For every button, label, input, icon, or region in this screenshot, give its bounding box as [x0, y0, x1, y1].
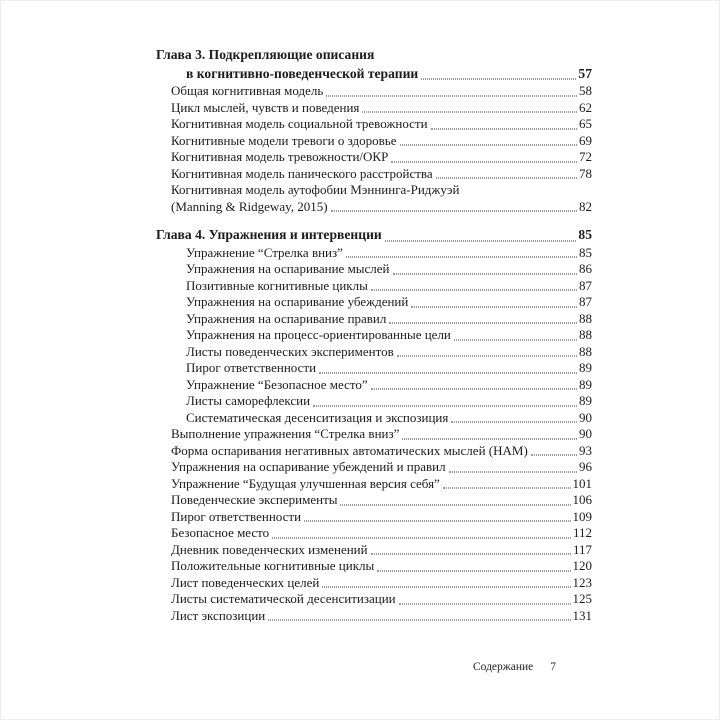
toc-page-number: 125: [572, 591, 592, 606]
dot-leader: [436, 162, 577, 179]
toc-section: [156, 46, 592, 215]
footer-page-number: 7: [550, 661, 556, 673]
toc-entry-label: Когнитивная модель социальной тревожности: [171, 116, 428, 131]
toc-entry-label: Когнитивные модели тревоги о здоровье: [171, 132, 397, 148]
toc-page-number: 90: [579, 426, 592, 441]
toc-page-number: 85: [578, 227, 592, 242]
toc-page-number: 87: [579, 294, 592, 309]
dot-leader: [322, 571, 570, 588]
toc-entry-label: Форма оспаривания негативных автоматических мыслей (НАМ): [171, 442, 528, 458]
toc-entry-label: Выполнение упражнения “Стрелка вниз”: [171, 426, 400, 441]
dot-leader: [449, 456, 577, 473]
dot-leader: [340, 489, 570, 506]
dot-leader: [385, 223, 577, 242]
toc-page-number: 90: [579, 409, 592, 425]
toc-page-number: 123: [572, 574, 592, 590]
toc-page-number: 72: [579, 149, 592, 164]
dot-leader: [402, 423, 577, 440]
dot-leader: [313, 390, 577, 407]
toc-content: [156, 46, 592, 624]
toc-entry-continued-label: (Manning & Ridgeway, 2015): [171, 198, 328, 214]
dot-leader: [400, 129, 578, 146]
dot-leader: [443, 472, 571, 489]
toc-entry-label: Позитивные когнитивные циклы: [186, 277, 368, 293]
toc-page-number: 120: [572, 558, 592, 573]
toc-entry-label: Безопасное место: [171, 525, 270, 540]
dot-leader: [421, 61, 576, 80]
toc-page-number: 112: [572, 525, 592, 540]
toc-page-number: 69: [579, 132, 592, 148]
toc-page-number: 89: [579, 393, 592, 408]
dot-leader: [371, 373, 577, 390]
dot-leader: [431, 113, 577, 130]
toc-entry-label: Упражнения на оспаривание мыслей: [186, 261, 390, 276]
toc-page-number: 85: [579, 244, 592, 260]
toc-page-number: 62: [579, 99, 592, 115]
footer-section-label: Содержание: [472, 661, 534, 673]
chapter-heading-label: Глава 3. Подкрепляющие описания: [156, 47, 375, 62]
dot-leader: [346, 241, 577, 258]
toc-page-number: 131: [572, 607, 592, 623]
dot-leader: [391, 146, 577, 163]
toc-entry: [156, 166, 592, 183]
toc-page-number: 87: [579, 277, 592, 293]
toc-page-number: 93: [579, 442, 592, 458]
toc-entry-label: Упражнения на оспаривание правил: [186, 310, 387, 326]
toc-entry-label: Лист экспозиции: [171, 607, 266, 623]
toc-entry-label: Пирог ответственности: [186, 360, 317, 375]
toc-page-number: 88: [579, 343, 592, 359]
toc-entry-label: Упражнение “Будущая улучшенная версия себя”: [171, 475, 440, 491]
dot-leader: [531, 439, 577, 456]
toc-page-number: 101: [572, 475, 592, 491]
toc-page-number: 88: [579, 310, 592, 326]
toc-entry-label: Когнитивная модель панического расстройства: [171, 165, 433, 181]
toc-entry-label: Лист поведенческих целей: [171, 574, 320, 590]
toc-entry-label: Пирог ответственности: [171, 508, 302, 524]
dot-leader: [411, 291, 577, 308]
chapter-heading-label: Глава 4. Упражнения и интервенции: [156, 227, 382, 242]
dot-leader: [326, 80, 577, 97]
toc-page-number: 88: [579, 327, 592, 342]
dot-leader: [397, 340, 577, 357]
toc-entry-continued: [156, 199, 592, 216]
toc-page-number: 78: [579, 165, 592, 181]
dot-leader: [371, 538, 571, 555]
toc-page-number: 86: [579, 261, 592, 276]
toc-entry-label: Упражнение “Стрелка вниз”: [186, 244, 343, 260]
toc-entry-label: Упражнения на оспаривание убеждений: [186, 294, 409, 309]
toc-page-number: 65: [579, 116, 592, 131]
toc-entry-label: Дневник поведенческих изменений: [171, 541, 368, 557]
toc-entry: [156, 426, 592, 443]
toc-entry-label: Листы саморефлексии: [186, 393, 311, 408]
toc-entry-label: Листы поведенческих экспериментов: [186, 343, 394, 359]
toc-page-number: 96: [579, 459, 592, 474]
dot-leader: [331, 195, 577, 212]
toc-page-number: 58: [579, 83, 592, 98]
dot-leader: [377, 555, 570, 572]
toc-page-number: 89: [579, 360, 592, 375]
toc-entry-label: Упражнения на оспаривание убеждений и правил: [171, 459, 446, 474]
toc-entry-label: Когнитивная модель аутофобии Мэннинга-Риджуэй: [171, 182, 460, 197]
chapter-heading-continued-label: в когнитивно-поведенческой терапии: [186, 65, 419, 81]
toc-section: [156, 226, 592, 624]
dot-leader: [362, 96, 577, 113]
dot-leader: [268, 604, 570, 621]
dot-leader: [393, 258, 577, 275]
toc-entry-label: Упражнение “Безопасное место”: [186, 376, 368, 392]
dot-leader: [304, 505, 570, 522]
toc-page-number: 106: [572, 492, 592, 507]
toc-page-number: 117: [572, 541, 592, 557]
dot-leader: [451, 406, 577, 423]
toc-entry: [156, 608, 592, 625]
toc-entry-label: Поведенческие эксперименты: [171, 492, 338, 507]
dot-leader: [454, 324, 577, 341]
toc-entry-label: Когнитивная модель тревожности/ОКР: [171, 149, 389, 164]
toc-page-number: 89: [579, 376, 592, 392]
dot-leader: [319, 357, 577, 374]
toc-page-number: 109: [572, 508, 592, 524]
toc-page-number: 57: [578, 65, 592, 81]
toc-entry-label: Цикл мыслей, чувств и поведения: [171, 99, 360, 115]
toc-entry-label: Общая когнитивная модель: [171, 83, 324, 98]
toc-page-number: 82: [579, 198, 592, 214]
dot-leader: [399, 588, 571, 605]
dot-leader: [389, 307, 577, 324]
toc-entry-label: Систематическая десенситизация и экспозиция: [186, 409, 449, 425]
toc-entry-label: Упражнения на процесс-ориентированные цели: [186, 327, 451, 342]
page-footer: [156, 661, 592, 673]
dot-leader: [272, 522, 571, 539]
dot-leader: [371, 274, 577, 291]
toc-entry-label: Листы систематической десенситизации: [171, 591, 396, 606]
toc-entry-label: Положительные когнитивные циклы: [171, 558, 375, 573]
